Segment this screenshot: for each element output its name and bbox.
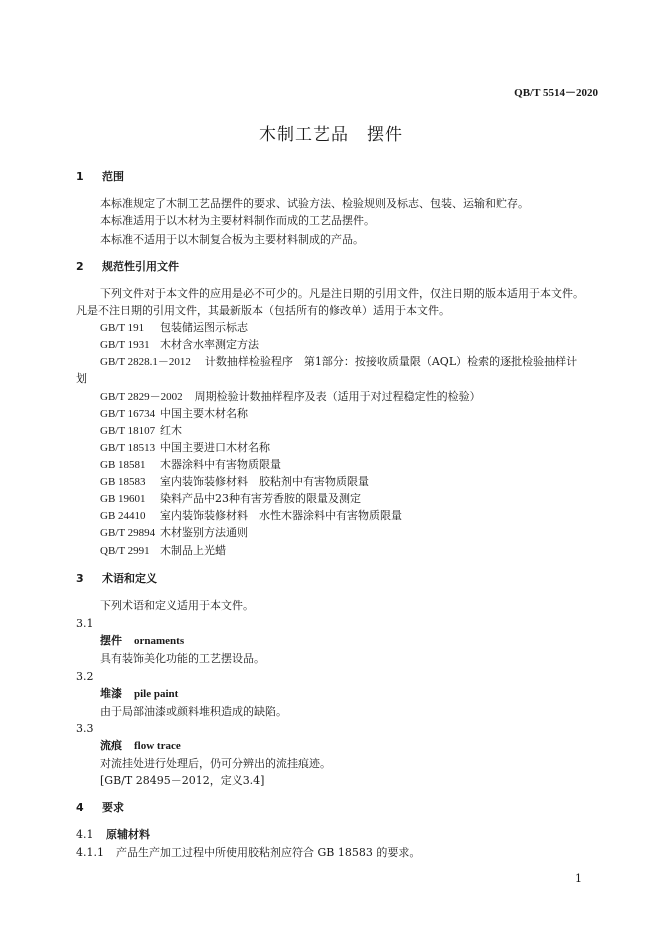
term-en: ornaments bbox=[134, 635, 185, 647]
reference-title: 划 bbox=[76, 372, 87, 385]
term-number: 3.3 bbox=[76, 722, 94, 735]
reference-item bbox=[100, 424, 182, 438]
reference-title: 染料产品中23种有害芳香胺的限量及测定 bbox=[160, 492, 361, 505]
term-en: pile paint bbox=[134, 688, 179, 700]
paragraph: 凡是不注日期的引用文件，其最新版本（包括所有的修改单）适用于本文件。 bbox=[76, 304, 450, 317]
reference-title: 木材鉴别方法通则 bbox=[160, 526, 248, 539]
clause-number: 4.1.1 bbox=[76, 846, 104, 859]
term-en: flow trace bbox=[134, 740, 181, 752]
section-number: 1 bbox=[76, 170, 84, 183]
reference-code: GB 19601 bbox=[100, 493, 146, 505]
subsection-number: 4.1 bbox=[76, 828, 94, 841]
paragraph: 本标准不适用于以木制复合板为主要材料制成的产品。 bbox=[100, 233, 364, 246]
reference-item bbox=[100, 492, 361, 506]
paragraph: 本标准规定了木制工艺品摆件的要求、试验方法、检验规则及标志、包装、运输和贮存。 bbox=[100, 197, 529, 210]
reference-item bbox=[100, 458, 281, 472]
term-heading bbox=[100, 739, 181, 753]
reference-item bbox=[100, 407, 248, 421]
reference-item bbox=[100, 441, 270, 455]
reference-title: 室内装饰装修材料 胶粘剂中有害物质限量 bbox=[160, 475, 369, 488]
reference-code: GB/T 18513 bbox=[100, 442, 156, 454]
section-2-heading bbox=[76, 260, 179, 274]
section-title: 规范性引用文件 bbox=[102, 260, 179, 273]
reference-title: 木材含水率测定方法 bbox=[160, 338, 259, 351]
term-heading bbox=[100, 687, 178, 701]
reference-title: 周期检验计数抽样程序及表（适用于对过程稳定性的检验） bbox=[194, 390, 481, 403]
paragraph: 下列术语和定义适用于本文件。 bbox=[100, 599, 254, 612]
page-number: 1 bbox=[575, 872, 582, 885]
section-number: 2 bbox=[76, 260, 84, 273]
reference-item bbox=[100, 321, 248, 335]
term-zh: 摆件 bbox=[100, 634, 122, 647]
section-number: 4 bbox=[76, 801, 84, 814]
reference-title: 中国主要木材名称 bbox=[160, 407, 248, 420]
reference-code: QB/T 2991 bbox=[100, 545, 150, 557]
section-1-heading bbox=[76, 170, 124, 184]
term-definition: 由于局部油漆或颜料堆积造成的缺陷。 bbox=[100, 705, 287, 718]
term-heading bbox=[100, 634, 184, 648]
section-4-heading bbox=[76, 801, 124, 815]
reference-item bbox=[100, 338, 259, 352]
paragraph: 本标准适用于以木材为主要材料制作而成的工艺品摆件。 bbox=[100, 214, 375, 227]
standard-code: QB/T 5514－2020 bbox=[514, 87, 598, 99]
reference-code: GB/T 2829－2002 bbox=[100, 391, 183, 403]
reference-code: GB/T 2828.1－2012 bbox=[100, 356, 191, 368]
section-3-heading bbox=[76, 572, 157, 586]
section-title: 术语和定义 bbox=[102, 572, 157, 585]
reference-item bbox=[100, 355, 577, 369]
term-number: 3.2 bbox=[76, 670, 94, 683]
section-title: 要求 bbox=[102, 801, 124, 814]
reference-title: 室内装饰装修材料 水性木器涂料中有害物质限量 bbox=[160, 509, 402, 522]
term-number: 3.1 bbox=[76, 617, 94, 630]
clause-4-1-1 bbox=[76, 846, 420, 860]
reference-code: GB/T 1931 bbox=[100, 339, 150, 351]
reference-code: GB/T 16734 bbox=[100, 408, 156, 420]
reference-item bbox=[100, 509, 402, 523]
term-definition: 具有装饰美化功能的工艺摆设品。 bbox=[100, 652, 265, 665]
reference-code: GB/T 191 bbox=[100, 322, 145, 334]
reference-item-continuation bbox=[76, 372, 87, 386]
reference-item bbox=[100, 475, 369, 489]
term-zh: 堆漆 bbox=[100, 687, 122, 700]
paragraph: 下列文件对于本文件的应用是必不可少的。凡是注日期的引用文件，仅注日期的版本适用于本文件。 bbox=[100, 287, 584, 300]
subsection-4-1-heading bbox=[76, 828, 150, 842]
reference-title: 红木 bbox=[160, 424, 182, 437]
document-title: 木制工艺品 摆件 bbox=[259, 125, 403, 145]
section-title: 范围 bbox=[102, 170, 124, 183]
reference-code: GB 18583 bbox=[100, 476, 146, 488]
term-zh: 流痕 bbox=[100, 739, 122, 752]
reference-item bbox=[100, 544, 226, 558]
reference-title: 木器涂料中有害物质限量 bbox=[160, 458, 281, 471]
reference-item bbox=[100, 526, 248, 540]
reference-title: 计数抽样检验程序 第1部分：按接收质量限（AQL）检索的逐批检验抽样计 bbox=[204, 355, 578, 368]
clause-text: 产品生产加工过程中所使用胶粘剂应符合 GB 18583 的要求。 bbox=[116, 846, 421, 859]
reference-title: 包装储运图示标志 bbox=[160, 321, 248, 334]
reference-title: 木制品上光蜡 bbox=[160, 544, 226, 557]
reference-code: GB 18581 bbox=[100, 459, 146, 471]
term-definition: 对流挂处进行处理后，仍可分辨出的流挂痕迹。 bbox=[100, 757, 331, 770]
reference-title: 中国主要进口木材名称 bbox=[160, 441, 270, 454]
reference-code: GB/T 29894 bbox=[100, 527, 156, 539]
reference-item bbox=[100, 390, 481, 404]
subsection-title: 原辅材料 bbox=[106, 828, 150, 841]
term-source: [GB/T 28495－2012，定义3.4] bbox=[100, 774, 265, 787]
section-number: 3 bbox=[76, 572, 84, 585]
reference-code: GB 24410 bbox=[100, 510, 146, 522]
reference-code: GB/T 18107 bbox=[100, 425, 156, 437]
